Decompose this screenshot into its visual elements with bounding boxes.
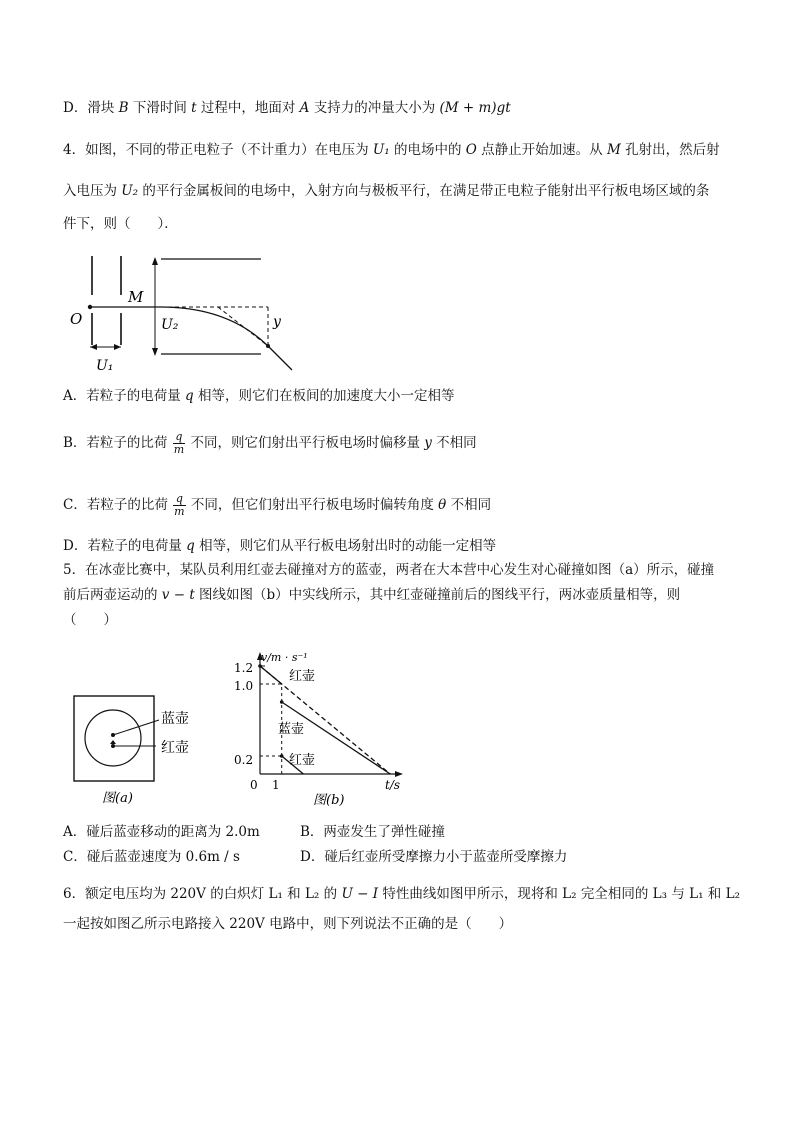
var-y: y (424, 435, 432, 451)
option-text: 不相同 (446, 497, 492, 513)
red-stone-arrow (110, 740, 116, 744)
option-text: 支持力的冲量大小为 (309, 100, 440, 116)
label-o: O (70, 310, 83, 328)
house-circle (85, 710, 141, 766)
option-text: 相等，则它们在板间的加速度大小一定相等 (193, 388, 455, 404)
option-text: 下滑时间 (128, 100, 192, 116)
option-text: D．滑块 (63, 100, 119, 116)
label-red-bottom: 红壶 (289, 753, 316, 768)
q4-stem-line1 (63, 140, 720, 160)
stem-text: 的平行金属板间的电场中，入射方向与极板平行，在满足带正电粒子能射出平行板电场区域的条 (138, 183, 710, 199)
caption-a: 图(a) (102, 791, 133, 806)
q5-stem-line3: （ ） (63, 612, 117, 628)
stem-text: 前后两壶运动的 (63, 587, 162, 603)
series-line-1 (260, 666, 282, 684)
label-y: y (273, 314, 281, 330)
point-o (88, 305, 92, 309)
q3-option-d (63, 98, 511, 118)
label-blue: 蓝壶 (278, 722, 305, 737)
q6-stem-line2: 一起按如图乙所示电路接入 220V 电路中，则下列说法不正确的是（ ） (63, 916, 513, 932)
u2-arrow-head-up (152, 257, 158, 265)
option-text: 不同，但它们射出平行板电场时偏转角度 (186, 497, 439, 513)
q4-option-d (63, 536, 496, 556)
u2-arrow-head-down (152, 348, 158, 356)
q5-option-c: C．碰后蓝壶速度为 0.6m / s (63, 849, 240, 865)
fraction-q-over-m (173, 431, 185, 456)
q5-figure-b-vt-chart (225, 645, 415, 810)
label-red-top: 红壶 (289, 669, 316, 684)
exit-point (266, 344, 270, 348)
fraction-denominator: m (173, 443, 185, 456)
q4-stem-line3: 件下，则（ ）． (63, 216, 178, 232)
option-text: 不相同 (431, 435, 477, 451)
q6-stem-line1 (63, 884, 740, 904)
stem-text: 6．额定电压均为 220V 的白炽灯 (63, 886, 269, 902)
lamp-l2: L₂ (304, 886, 320, 902)
stem-text: 点静止开始加速。从 (476, 142, 607, 158)
y-tick-1-2: 1.2 (234, 661, 254, 675)
x-tick-1: 1 (272, 778, 280, 792)
lamp-l2: L₂ (562, 886, 577, 902)
stem-text: 的 (319, 886, 342, 902)
q5-option-a: A．碰后蓝壶移动的距离为 2.0m (63, 824, 260, 840)
stem-text: 完全相同的 (576, 886, 653, 902)
option-text: 相等，则它们从平行板电场射出时的动能一定相等 (194, 538, 497, 554)
vt-label: v − t (161, 587, 195, 603)
option-text: 过程中，地面对 (196, 100, 300, 116)
stem-text: 和 (703, 886, 726, 902)
lamp-l3: L₃ (652, 886, 668, 902)
chart-marks (258, 664, 390, 774)
stem-text: 和 (282, 886, 305, 902)
fraction-numerator: q (173, 493, 185, 506)
x-axis-arrow (395, 771, 403, 777)
fraction-numerator: q (173, 431, 185, 444)
stem-text: 孔射出，然后射 (620, 142, 720, 158)
q4-deflection-figure (68, 250, 308, 378)
q5-figure-a (68, 690, 218, 810)
var-o: O (465, 142, 477, 158)
option-text: D．若粒子的电荷量 (63, 538, 187, 554)
label-red-stone: 红壶 (161, 740, 189, 756)
fraction-denominator: m (174, 505, 185, 518)
u1-arrow-head-right (114, 344, 121, 350)
q4-option-c (63, 492, 491, 518)
q5-stem-line1: 5．在冰壶比赛中，某队员利用红壶去碰撞对方的蓝壶，两者在大本营中心发生对心碰撞如图（a）所示，碰撞 (63, 562, 715, 578)
series-point-2 (280, 700, 284, 704)
stem-text: 与 (667, 886, 690, 902)
var-a: A (299, 100, 310, 116)
var-u2: U₂ (121, 183, 139, 199)
var-b: B (118, 100, 129, 116)
y-axis-label: v/m · s⁻¹ (261, 651, 308, 664)
series-point-3 (280, 754, 284, 758)
y-tick-0-2: 0.2 (234, 753, 254, 767)
var-theta: θ (438, 497, 447, 513)
var-t: t (191, 100, 197, 116)
lamp-l2: L₂ (725, 886, 740, 902)
q4-stem-line2 (63, 181, 709, 201)
lamp-l1: L₁ (689, 886, 704, 902)
stem-text: 入电压为 (63, 183, 122, 199)
y-tick-1-0: 1.0 (234, 679, 254, 693)
q5-stem-line2 (63, 585, 680, 605)
var-q: q (186, 538, 195, 554)
var-u1: U₁ (372, 142, 390, 158)
u1-arrow-head-left (90, 344, 97, 350)
impulse-formula: (M + m)gt (439, 100, 511, 116)
label-u2: U₂ (161, 317, 179, 333)
lamp-l1: L₁ (268, 886, 283, 902)
q4-option-a (63, 386, 455, 406)
var-m: M (606, 142, 621, 158)
q5-option-b: B．两壶发生了弹性碰撞 (300, 824, 445, 840)
stem-text: 特性曲线如图甲所示，现将和 (378, 886, 563, 902)
x-axis-label: t/s (385, 778, 401, 792)
stem-text: 4．如图，不同的带正电粒子（不计重力）在电压为 (63, 142, 373, 158)
option-text: B．若粒子的比荷 (63, 435, 172, 451)
option-text: C．若粒子的比荷 (63, 497, 173, 513)
label-blue-stone: 蓝壶 (161, 711, 189, 727)
stem-text: 图线如图（b）中实线所示，其中红壶碰撞前后的图线平行，两冰壶质量相等，则 (194, 587, 681, 603)
stem-text: 的电场中的 (389, 142, 466, 158)
q5-option-d: D．碰后红壶所受摩擦力小于蓝壶所受摩擦力 (300, 849, 568, 865)
fraction-q-over-m (173, 493, 185, 518)
option-text: 不同，则它们射出平行板电场时偏移量 (186, 435, 425, 451)
ui-label: U − I (341, 886, 379, 902)
var-q: q (185, 388, 194, 404)
option-text: A．若粒子的电荷量 (63, 388, 186, 404)
q4-option-b (63, 430, 477, 456)
label-m: M (128, 288, 144, 306)
caption-b: 图(b) (313, 793, 345, 808)
label-u1: U₁ (96, 358, 114, 374)
series-point-1 (258, 664, 262, 668)
rink-square (74, 696, 154, 781)
origin-label: 0 (250, 778, 258, 792)
